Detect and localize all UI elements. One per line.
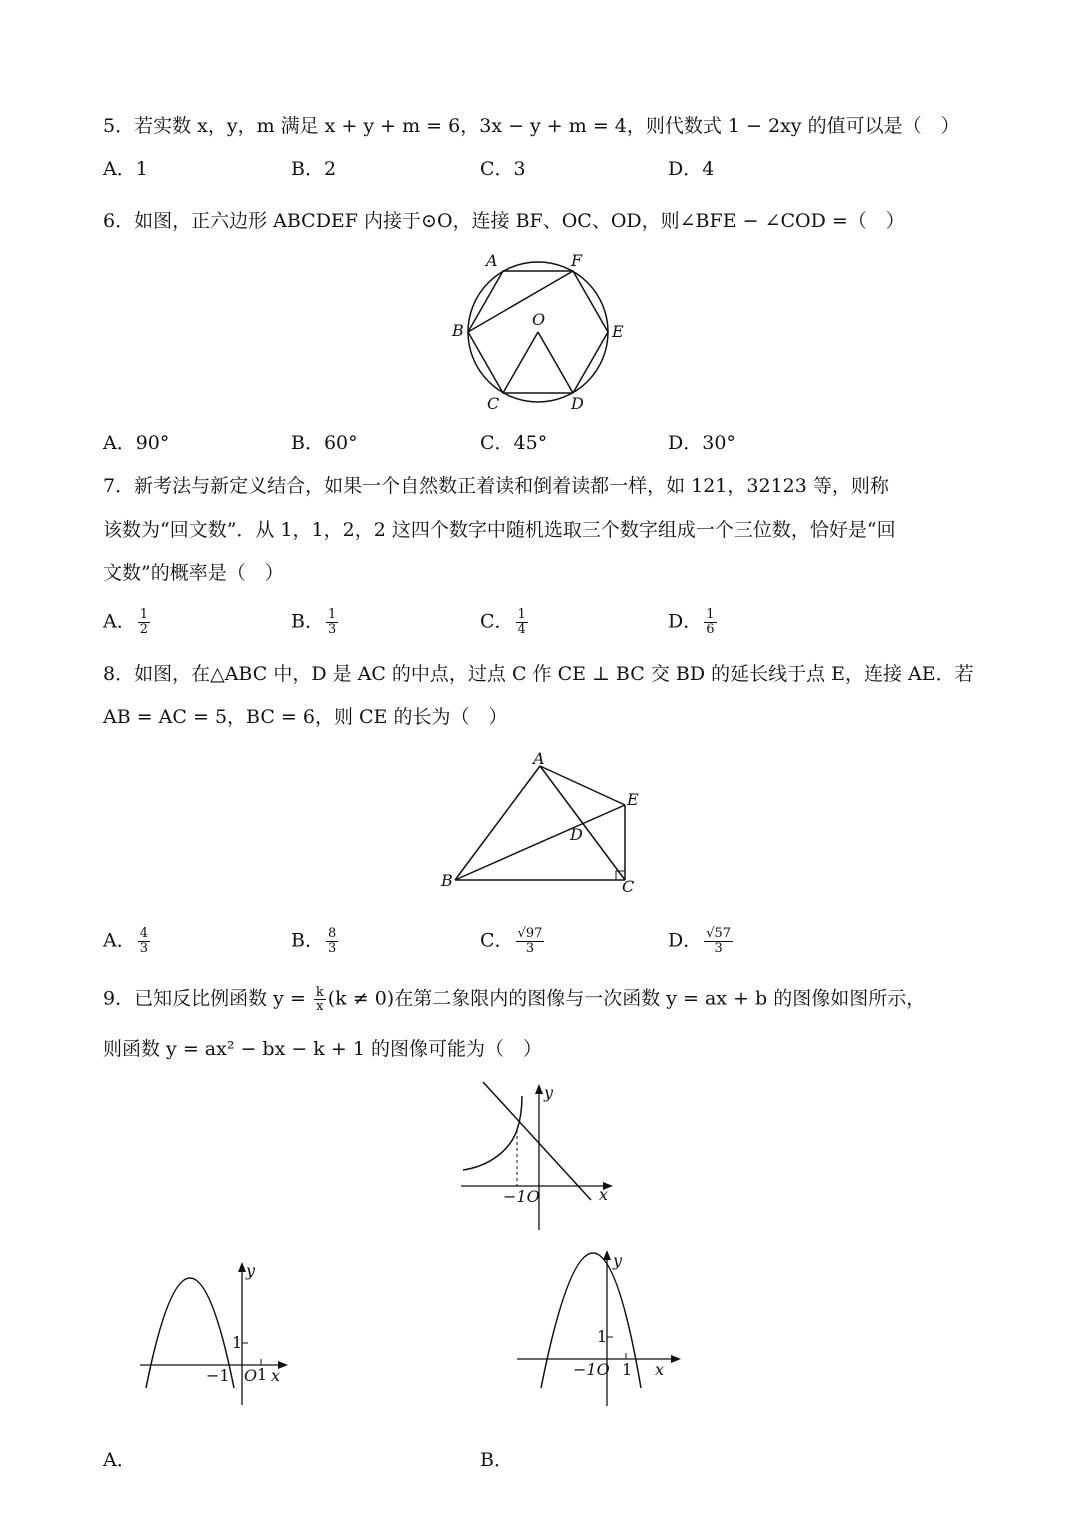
label-o: O <box>532 310 546 329</box>
fraction-k-over-x: $\frac{k}{x}$ <box>315 985 324 1014</box>
q9-graph-b <box>515 1248 695 1413</box>
segment-be <box>455 805 625 880</box>
segment-bf <box>468 271 573 332</box>
q8-option-c[interactable]: C． $\frac{√97}{3}$ <box>480 926 543 956</box>
label-c: C <box>487 394 500 413</box>
q6-option-b[interactable]: B．60° <box>291 432 358 454</box>
segment-ae <box>540 766 625 805</box>
fraction: $\frac{1}{2}$ <box>139 607 149 637</box>
q9-stem-line2: 则函数 y = ax² − bx − k + 1 的图像可能为（ ） <box>103 1038 542 1060</box>
q8-stem-line1: 8．如图，在△ABC 中，D 是 AC 的中点，过点 C 作 CE ⊥ BC 交 BD 的延长线于点 E，连接 AE．若 <box>103 663 974 685</box>
x-tick-label-one: 1 <box>622 1360 633 1379</box>
q7-stem-line2: 该数为“回文数”．从 1，1，2，2 这四个数字中随机选取三个数字组成一个三位数，恰好是“回 <box>103 519 896 541</box>
fraction: $\frac{4}{3}$ <box>139 926 149 956</box>
x-axis-label: x <box>599 1185 609 1204</box>
hyperbola-curve <box>463 1096 522 1170</box>
y-tick-label-one: 1 <box>597 1327 608 1346</box>
q9-main-graph <box>455 1078 625 1238</box>
fraction: $\frac{√57}{3}$ <box>706 926 732 956</box>
label-b: B <box>452 321 464 340</box>
y-axis-label: y <box>613 1251 623 1270</box>
q5-stem: 5．若实数 x，y，m 满足 x + y + m = 6，3x − y + m = 4，则代数式 1 − 2xy 的值可以是（ ） <box>103 115 960 137</box>
segment-oc <box>503 332 538 393</box>
q5-option-b[interactable]: B．2 <box>291 158 337 180</box>
y-axis-label: y <box>544 1083 554 1102</box>
fraction: $\frac{1}{4}$ <box>517 607 526 637</box>
q6-hexagon-figure <box>440 248 640 418</box>
label-e: E <box>627 790 639 809</box>
x-axis-label: x <box>271 1366 281 1385</box>
q5-option-c[interactable]: C．3 <box>480 158 526 180</box>
q9-option-b[interactable]: B． <box>480 1449 513 1471</box>
y-axis-arrow-icon <box>603 1250 611 1260</box>
origin-label: O <box>244 1366 258 1385</box>
x-tick-label-one: 1 <box>257 1365 268 1384</box>
q8-option-b[interactable]: B． $\frac{8}{3}$ <box>291 926 337 956</box>
label-a: A <box>533 749 545 768</box>
q7-option-c[interactable]: C． $\frac{1}{4}$ <box>480 607 526 637</box>
segment-ab <box>455 766 540 880</box>
q8-triangle-figure <box>436 748 646 898</box>
x-axis-label: x <box>655 1360 665 1379</box>
y-axis-label: y <box>246 1261 256 1280</box>
fraction: $\frac{1}{3}$ <box>327 607 337 637</box>
origin-label: −1O <box>503 1187 540 1206</box>
q8-option-d[interactable]: D． $\frac{√57}{3}$ <box>668 926 732 956</box>
q6-option-a[interactable]: A．90° <box>103 432 170 454</box>
fraction: $\frac{√97}{3}$ <box>517 926 543 956</box>
q7-stem-line1: 7．新考法与新定义结合，如果一个自然数正着读和倒着读都一样，如 121，32123 等，则称 <box>103 475 889 497</box>
q5-option-d[interactable]: D．4 <box>668 158 715 180</box>
y-tick-label-one: 1 <box>232 1333 243 1352</box>
q6-option-d[interactable]: D．30° <box>668 432 736 454</box>
q7-option-a[interactable]: A． $\frac{1}{2}$ <box>103 607 149 637</box>
label-f: F <box>571 251 583 270</box>
x-tick-label-neg-one: −1 <box>206 1366 230 1385</box>
label-c: C <box>622 877 635 896</box>
q9-option-a[interactable]: A． <box>103 1449 136 1471</box>
label-d: D <box>570 825 583 844</box>
fraction: $\frac{1}{6}$ <box>706 607 715 637</box>
segment-od <box>538 332 573 393</box>
q7-option-d[interactable]: D． $\frac{1}{6}$ <box>668 607 715 637</box>
label-d: D <box>571 394 584 413</box>
y-axis-arrow-icon <box>238 1262 246 1272</box>
q8-option-a[interactable]: A． $\frac{4}{3}$ <box>103 926 149 956</box>
q9-graph-a <box>138 1260 298 1410</box>
q6-stem: 6．如图，正六边形 ABCDEF 内接于⊙O，连接 BF、OC、OD，则∠BFE − ∠COD =（ ） <box>103 210 905 232</box>
origin-label: −1O <box>573 1360 610 1379</box>
q9-stem-line1: 9．已知反比例函数 y = $\frac{k}{x}$ (k ≠ 0)在第二象限内的图像与一次函数 y = ax + b 的图像如图所示， <box>103 985 926 1014</box>
q5-option-a[interactable]: A．1 <box>103 158 148 180</box>
q7-stem-line3: 文数”的概率是（ ） <box>103 562 284 584</box>
q6-option-c[interactable]: C．45° <box>480 432 548 454</box>
q7-option-b[interactable]: B． $\frac{1}{3}$ <box>291 607 337 637</box>
label-b: B <box>441 871 453 890</box>
fraction: $\frac{8}{3}$ <box>327 926 337 956</box>
x-axis-arrow-icon <box>671 1355 681 1363</box>
y-axis-arrow-icon <box>535 1084 543 1094</box>
linear-function-line <box>483 1082 591 1200</box>
label-a: A <box>486 251 498 270</box>
q8-stem-line2: AB = AC = 5，BC = 6，则 CE 的长为（ ） <box>103 706 508 728</box>
label-e: E <box>612 322 624 341</box>
